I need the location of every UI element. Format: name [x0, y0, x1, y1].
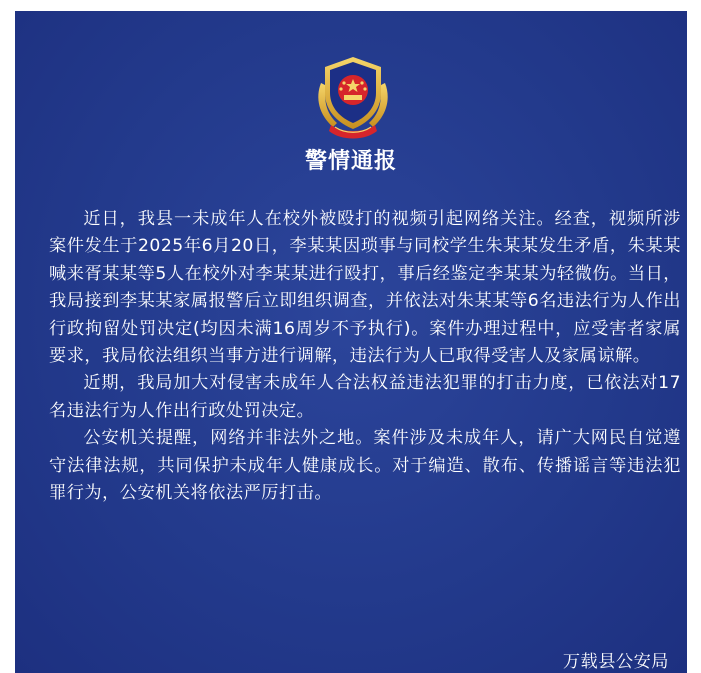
notice-paragraph-2: 近期，我局加大对侵害未成年人合法权益违法犯罪的打击力度，已依法对17名违法行为人作出行政处罚决定。: [49, 373, 681, 421]
notice-paragraph-1: 近日，我县一未成年人在校外被殴打的视频引起网络关注。经查，视频所涉案件发生于2025年6月20日，李某某因琐事与同校学生朱某某发生矛盾，朱某某喊来胥某某等5人在校外对李某某进行殴打，事后经鉴定李某某为轻微伤。当日，我局接到李某某家属报警后立即组织调查，并依法对朱某某等6名违法行为人作出行政拘留处罚决定(均因未满16周岁不予执行)。案件办理过程中，应受害者家属要求，我局依法组织当事方进行调解，违法行为人已取得受害人及家属谅解。: [49, 209, 681, 367]
signature: 万载县公安局: [562, 652, 669, 672]
notice-panel: [15, 11, 687, 673]
notice-paragraph-3: 公安机关提醒，网络并非法外之地。案件涉及未成年人，请广大网民自觉遵守法律法规，共同保护未成年人健康成长。对于编造、散布、传播谣言等违法犯罪行为，公安机关将依法严厉打击。: [49, 428, 681, 504]
police-emblem-icon: [311, 53, 395, 143]
notice-title: 警情通报: [304, 149, 397, 174]
notice-body: [49, 206, 681, 507]
